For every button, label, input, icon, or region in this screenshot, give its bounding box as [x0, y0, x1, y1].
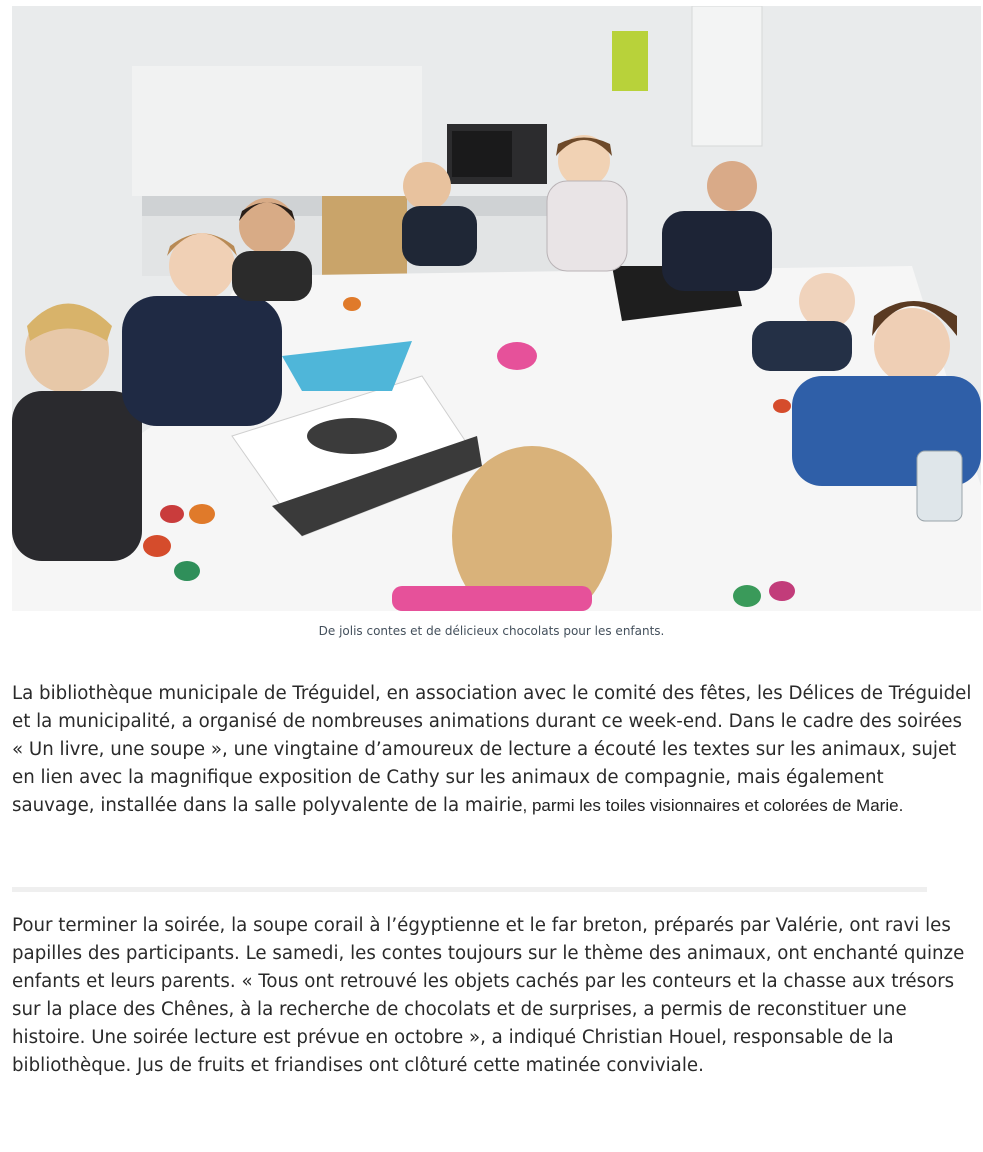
article-photo	[12, 6, 981, 611]
paragraph-1-tail: , parmi les toiles visionnaires et colorées de Marie.	[522, 796, 904, 815]
paragraph-1-text: La bibliothèque municipale de Tréguidel, en association avec le comité des fêtes, les Délices de Tréguidel et la municipalité, a organisé de nombreuses animations durant ce week-end. Dans le cadre des soirées « Un livre, une soupe », une vingtaine d’amoureux de lecture a écouté les textes sur les animaux, sujet en lien avec la magnifique exposition de Cathy sur les animaux de compagnie, mais également sauvage, installée dans la salle polyvalente de la mairie	[12, 683, 972, 816]
divider	[12, 887, 927, 892]
article-paragraph-2: Pour terminer la soirée, la soupe corail à l’égyptienne et le far breton, préparés par Valérie, ont ravi les papilles des participants. Le samedi, les contes toujours sur le thème des animaux, ont enchanté quinze enfants et leurs parents. « Tous ont retrouvé les objets cachés par les conteurs et la chasse aux trésors sur la place des Chênes, à la recherche de chocolats et de surprises, a permis de reconstituer une histoire. Une soirée lecture est prévue en octobre », a indiqué Christian Houel, responsable de la bibliothèque. Jus de fruits et friandises ont clôturé cette matinée conviviale.	[12, 915, 965, 1076]
photo-caption: De jolis contes et de délicieux chocolats pour les enfants.	[318, 624, 665, 638]
photo-children-table-icon	[12, 6, 981, 611]
article-paragraph-1	[12, 680, 972, 820]
